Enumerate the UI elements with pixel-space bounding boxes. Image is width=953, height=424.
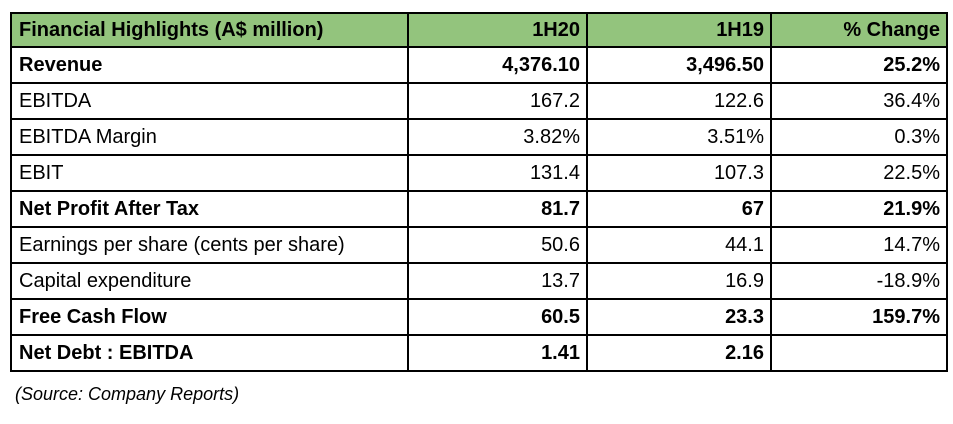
row-label-cell: EBITDA Margin	[11, 119, 408, 155]
value-1h19-cell: 3,496.50	[587, 47, 771, 83]
value-1h19-cell: 2.16	[587, 335, 771, 371]
change-cell: 14.7%	[771, 227, 947, 263]
table-row-net-profit-after-tax	[11, 191, 947, 227]
financial-highlights-table	[10, 12, 948, 372]
value-1h20-cell: 167.2	[408, 83, 587, 119]
row-label-cell: Net Profit After Tax	[11, 191, 408, 227]
change-cell: 22.5%	[771, 155, 947, 191]
table-row-ebitda	[11, 83, 947, 119]
value-1h20-cell: 3.82%	[408, 119, 587, 155]
value-1h20-cell: 81.7	[408, 191, 587, 227]
row-label-cell: Revenue	[11, 47, 408, 83]
value-1h20-cell: 4,376.10	[408, 47, 587, 83]
table-header	[11, 13, 947, 47]
header-pct-change: % Change	[771, 13, 947, 47]
value-1h20-cell: 50.6	[408, 227, 587, 263]
value-1h20-cell: 60.5	[408, 299, 587, 335]
value-1h19-cell: 67	[587, 191, 771, 227]
value-1h19-cell: 16.9	[587, 263, 771, 299]
change-cell	[771, 335, 947, 371]
value-1h19-cell: 23.3	[587, 299, 771, 335]
change-cell: 0.3%	[771, 119, 947, 155]
table-row-revenue	[11, 47, 947, 83]
change-cell: 21.9%	[771, 191, 947, 227]
value-1h20-cell: 1.41	[408, 335, 587, 371]
change-cell: 159.7%	[771, 299, 947, 335]
row-label-cell: Capital expenditure	[11, 263, 408, 299]
row-label-cell: EBITDA	[11, 83, 408, 119]
value-1h19-cell: 3.51%	[587, 119, 771, 155]
source-note: (Source: Company Reports)	[15, 384, 240, 404]
change-cell: -18.9%	[771, 263, 947, 299]
table-row-earnings-per-share	[11, 227, 947, 263]
change-cell: 25.2%	[771, 47, 947, 83]
header-financial-highlights: Financial Highlights (A$ million)	[11, 13, 408, 47]
row-label-cell: Earnings per share (cents per share)	[11, 227, 408, 263]
table-row-ebitda-margin	[11, 119, 947, 155]
table-row-net-debt-ebitda	[11, 335, 947, 371]
value-1h20-cell: 131.4	[408, 155, 587, 191]
value-1h20-cell: 13.7	[408, 263, 587, 299]
row-label-cell: EBIT	[11, 155, 408, 191]
change-cell: 36.4%	[771, 83, 947, 119]
value-1h19-cell: 107.3	[587, 155, 771, 191]
table-row-free-cash-flow	[11, 299, 947, 335]
header-1h19: 1H19	[587, 13, 771, 47]
header-row	[11, 13, 947, 47]
header-1h20: 1H20	[408, 13, 587, 47]
value-1h19-cell: 44.1	[587, 227, 771, 263]
table-row-ebit	[11, 155, 947, 191]
row-label-cell: Net Debt : EBITDA	[11, 335, 408, 371]
table-body	[11, 47, 947, 371]
table-row-capital-expenditure	[11, 263, 947, 299]
value-1h19-cell: 122.6	[587, 83, 771, 119]
row-label-cell: Free Cash Flow	[11, 299, 408, 335]
